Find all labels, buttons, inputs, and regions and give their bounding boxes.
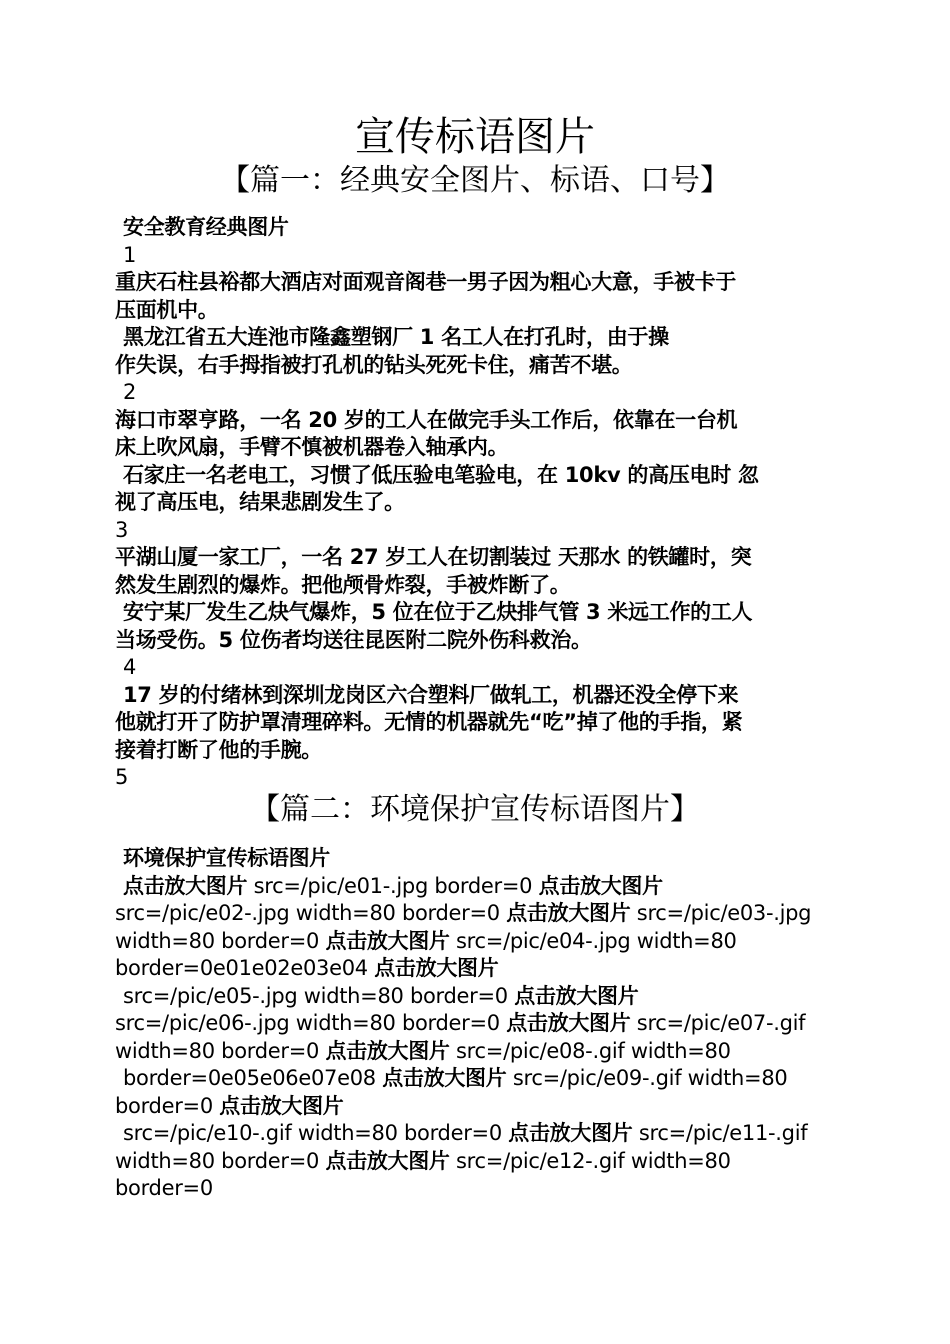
paragraph-7-line-3: 接着打断了他的手腕。 — [115, 737, 322, 762]
click-enlarge-link[interactable]: 点击放大图片 — [506, 1011, 631, 1035]
image-code-line-3 — [115, 928, 840, 956]
section-2-subheading: 环境保护宣传标语图片 — [123, 846, 330, 870]
section-1-body — [115, 214, 840, 792]
click-enlarge-link[interactable]: 点击放大图片 — [325, 928, 450, 953]
image-code-text: src=/pic/e03-.jpg — [630, 901, 812, 925]
image-code-line-6 — [115, 1010, 840, 1038]
paragraph-1-line-1: 重庆石柱县裕都大酒店对面观音阁巷一男子因为粗心大意，手被卡于 — [115, 270, 736, 294]
section-1-subheading: 安全教育经典图片 — [123, 215, 289, 239]
image-code-text: src=/pic/e05-.jpg width=80 border=0 — [123, 983, 515, 1008]
item-number-4: 4 — [123, 655, 137, 679]
image-code-text: src=/pic/e01-.jpg border=0 — [247, 873, 539, 898]
image-code-line-12: border=0 — [115, 1176, 213, 1200]
paragraph-2-line-2: 作失误，右手拇指被打孔机的钻头死死卡住，痛苦不堪。 — [115, 352, 633, 377]
image-code-text: src=/pic/e06-.jpg width=80 border=0 — [115, 1011, 507, 1035]
paragraph-5-line-2: 然发生剧烈的爆炸。把他颅骨炸裂，手被炸断了。 — [115, 572, 571, 597]
click-enlarge-link[interactable]: 点击放大图片 — [514, 983, 639, 1008]
click-enlarge-link[interactable]: 点击放大图片 — [123, 873, 248, 898]
item-number-2: 2 — [123, 380, 137, 404]
item-number-1: 1 — [123, 242, 137, 267]
image-code-text: src=/pic/e10-.gif width=80 border=0 — [123, 1121, 509, 1145]
paragraph-6-line-2: 当场受伤。5 位伤者均送往昆医附二院外伤科救治。 — [115, 627, 592, 652]
paragraph-7-line-2: 他就打开了防护罩清理碎料。无情的机器就先“吃”掉了他的手指，紧 — [115, 710, 743, 734]
image-code-line-5 — [115, 983, 840, 1011]
click-enlarge-link[interactable]: 点击放大图片 — [506, 901, 631, 925]
image-code-text: width=80 border=0 — [115, 928, 326, 953]
image-code-line-7 — [115, 1038, 840, 1066]
click-enlarge-link[interactable]: 点击放大图片 — [325, 1148, 450, 1173]
click-enlarge-link[interactable]: 点击放大图片 — [538, 873, 663, 898]
image-code-line-10 — [115, 1120, 840, 1148]
paragraph-4-line-2: 视了高压电，结果悲剧发生了。 — [115, 490, 405, 514]
paragraph-6-line-1: 安宁某厂发生乙炔气爆炸，5 位在位于乙炔排气管 3 米远工作的工人 — [123, 600, 753, 624]
paragraph-2-line-1: 黑龙江省五大连池市隆鑫塑钢厂 1 名工人在打孔时，由于操 — [123, 325, 669, 349]
click-enlarge-link[interactable]: 点击放大图片 — [374, 956, 499, 980]
click-enlarge-link[interactable]: 点击放大图片 — [382, 1066, 507, 1090]
image-code-line-9 — [115, 1093, 840, 1121]
image-code-text: width=80 border=0 — [115, 1148, 326, 1173]
paragraph-4-line-1: 石家庄一名老电工，习惯了低压验电笔验电，在 10kv 的高压电时 忽 — [123, 462, 759, 487]
click-enlarge-link[interactable]: 点击放大图片 — [325, 1038, 450, 1063]
paragraph-5-line-1: 平湖山厦一家工厂，一名 27 岁工人在切割装过 天那水 的铁罐时，突 — [115, 545, 752, 569]
item-number-5: 5 — [115, 765, 129, 789]
image-code-line-11 — [115, 1148, 840, 1176]
paragraph-7-line-1: 17 岁的付绪林到深圳龙岗区六合塑料厂做轧工，机器还没全停下来 — [123, 682, 739, 707]
paragraph-1-line-2: 压面机中。 — [115, 297, 219, 322]
image-code-line-2 — [115, 900, 840, 928]
image-code-text: src=/pic/e07-.gif — [630, 1011, 806, 1035]
click-enlarge-link[interactable]: 点击放大图片 — [219, 1093, 344, 1118]
section-2-body — [115, 845, 840, 1203]
section-2-heading: 【篇二：环境保护宣传标语图片】 — [250, 792, 700, 827]
image-code-text: width=80 border=0 — [115, 1038, 326, 1063]
image-code-line-4 — [115, 955, 840, 983]
image-code-text: src=/pic/e08-.gif width=80 — [449, 1038, 731, 1063]
image-code-line-8 — [115, 1065, 840, 1093]
image-code-text: src=/pic/e11-.gif — [632, 1121, 808, 1145]
paragraph-3-line-2: 床上吹风扇，手臂不慎被机器卷入轴承内。 — [115, 435, 509, 459]
paragraph-3-line-1: 海口市翠亨路，一名 20 岁的工人在做完手头工作后，依靠在一台机 — [115, 407, 738, 432]
item-number-3: 3 — [115, 517, 129, 542]
section-1-heading: 【篇一：经典安全图片、标语、口号】 — [220, 163, 730, 198]
click-enlarge-link[interactable]: 点击放大图片 — [508, 1121, 633, 1145]
image-code-text: src=/pic/e12-.gif width=80 — [449, 1148, 731, 1173]
image-code-text: border=0 — [115, 1093, 220, 1118]
document-title: 宣传标语图片 — [355, 114, 595, 160]
image-code-text: src=/pic/e04-.jpg width=80 — [449, 928, 737, 953]
image-code-text: border=0e05e06e07e08 — [123, 1066, 383, 1090]
image-code-line-1 — [115, 873, 840, 901]
image-code-text: src=/pic/e02-.jpg width=80 border=0 — [115, 901, 507, 925]
image-code-text: src=/pic/e09-.gif width=80 — [506, 1066, 788, 1090]
image-code-text: border=0e01e02e03e04 — [115, 956, 375, 980]
